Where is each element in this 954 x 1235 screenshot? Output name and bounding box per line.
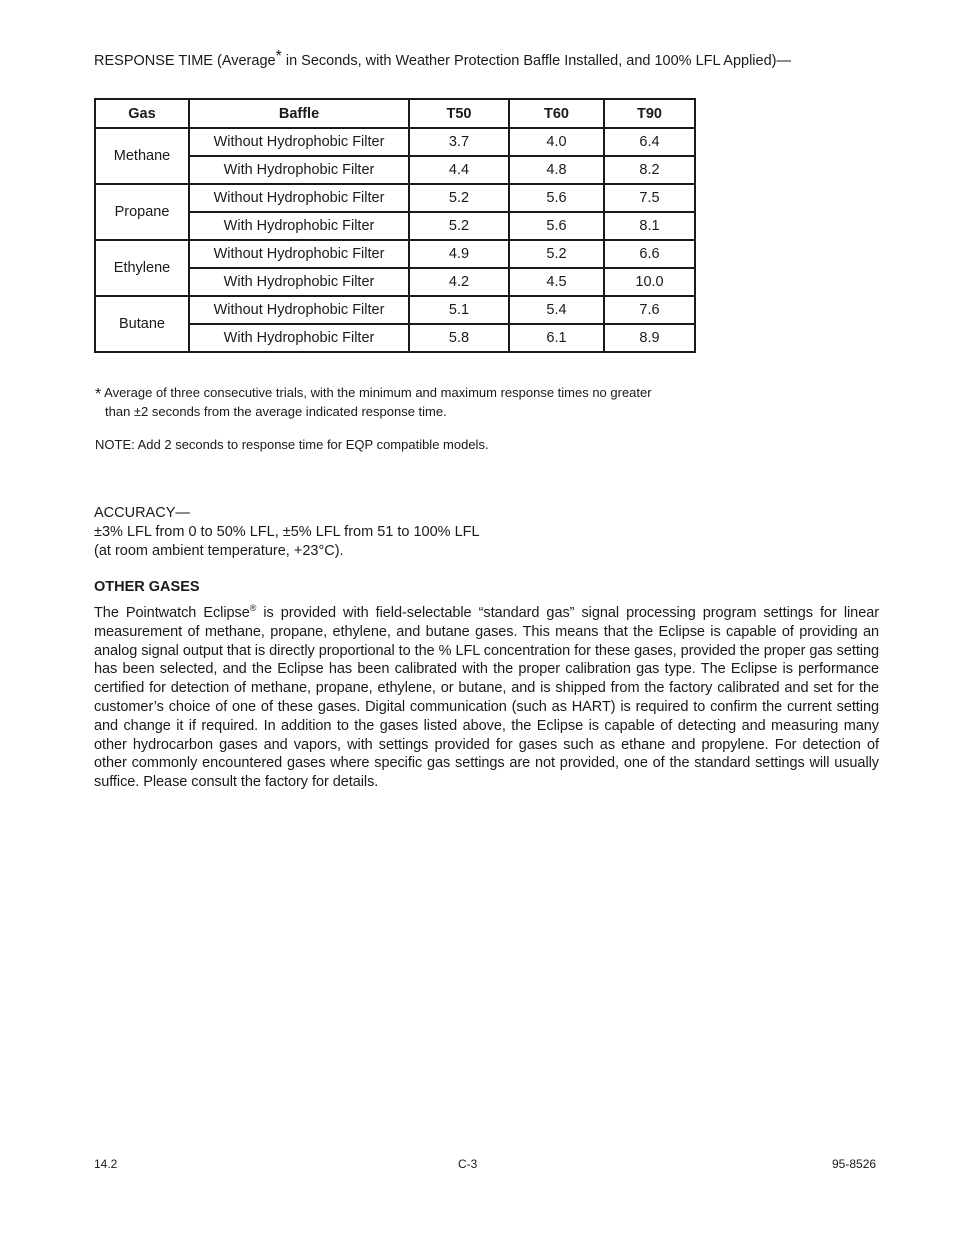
t60-cell: 5.2 — [509, 240, 604, 268]
response-time-heading-suffix: in Seconds, with Weather Protection Baffle Installed, and 100% LFL Applied)— — [281, 53, 791, 69]
baffle-cell: Without Hydrophobic Filter — [189, 240, 409, 268]
t60-cell: 4.5 — [509, 268, 604, 296]
header-t90: T90 — [604, 99, 695, 128]
table-row — [95, 240, 695, 268]
baffle-cell: With Hydrophobic Filter — [189, 156, 409, 184]
eqp-note: NOTE: Add 2 seconds to response time for EQP compatible models. — [95, 437, 489, 452]
t90-cell: 7.5 — [604, 184, 695, 212]
header-t50: T50 — [409, 99, 509, 128]
accuracy-section — [94, 504, 480, 561]
footer-document-number: 95-8526 — [832, 1157, 877, 1171]
t50-cell: 5.8 — [409, 324, 509, 352]
footnote-line-1: Average of three consecutive trials, with the minimum and maximum response times no greater — [104, 385, 652, 400]
table-row — [95, 296, 695, 324]
footer-revision: 14.2 — [94, 1157, 118, 1171]
response-time-heading-prefix: RESPONSE TIME (Average — [94, 53, 276, 69]
t60-cell: 4.0 — [509, 128, 604, 156]
t90-cell: 6.4 — [604, 128, 695, 156]
table-header-row — [95, 99, 695, 128]
table-row — [95, 184, 695, 212]
t60-cell: 5.6 — [509, 212, 604, 240]
t50-cell: 4.2 — [409, 268, 509, 296]
gas-cell: Butane — [95, 296, 189, 352]
header-t60: T60 — [509, 99, 604, 128]
t50-cell: 5.2 — [409, 212, 509, 240]
gas-cell: Methane — [95, 128, 189, 184]
other-gases-paragraph — [94, 604, 879, 792]
paragraph-start: The Pointwatch Eclipse — [94, 605, 250, 621]
paragraph-rest: is provided with field-selectable “standard gas” signal processing program settings for linear measurement of methane, propane, ethylene, and butane gases. This means that the Eclipse is capable of providing an analog signal output that is directly proportional to the % LFL concentration for these gases, provided the proper gas setting has been selected, and the Eclipse has been calibrated with the proper calibration gas type. The Eclipse is performance certified for detection of methane, propane, ethylene, or butane, and is shipped from the factory calibrated and set for the customer’s choice of one of these gases. Digital communication (such as HART) is required to confirm the current setting and change it if required. In addition to the gases listed above, the Eclipse is capable of detecting and measuring many other hydrocarbon gases and vapors, with settings provided for gases such as ethane and propylene. For detection of other commonly encountered gases where specific gas settings are not provided, one of the standard settings will usually suffice. Please consult the factory for details. — [94, 605, 879, 791]
t60-cell: 4.8 — [509, 156, 604, 184]
asterisk-mark: * — [95, 386, 102, 403]
t60-cell: 5.6 — [509, 184, 604, 212]
table-footnote — [95, 384, 715, 420]
header-gas: Gas — [95, 99, 189, 128]
t90-cell: 8.2 — [604, 156, 695, 184]
baffle-cell: Without Hydrophobic Filter — [189, 296, 409, 324]
gas-cell: Ethylene — [95, 240, 189, 296]
t90-cell: 6.6 — [604, 240, 695, 268]
table-row — [95, 128, 695, 156]
registered-mark: ® — [249, 603, 257, 613]
t60-cell: 6.1 — [509, 324, 604, 352]
t50-cell: 4.4 — [409, 156, 509, 184]
header-baffle: Baffle — [189, 99, 409, 128]
accuracy-line-1: ±3% LFL from 0 to 50% LFL, ±5% LFL from 51 to 100% LFL — [94, 524, 480, 540]
t90-cell: 8.9 — [604, 324, 695, 352]
accuracy-title: ACCURACY— — [94, 505, 190, 521]
t90-cell: 8.1 — [604, 212, 695, 240]
t50-cell: 5.2 — [409, 184, 509, 212]
response-time-table — [94, 98, 696, 353]
t90-cell: 10.0 — [604, 268, 695, 296]
t90-cell: 7.6 — [604, 296, 695, 324]
asterisk-mark: * — [275, 48, 282, 65]
response-time-heading — [94, 48, 791, 69]
other-gases-title: OTHER GASES — [94, 579, 200, 595]
t50-cell: 4.9 — [409, 240, 509, 268]
t60-cell: 5.4 — [509, 296, 604, 324]
t50-cell: 3.7 — [409, 128, 509, 156]
baffle-cell: With Hydrophobic Filter — [189, 268, 409, 296]
baffle-cell: Without Hydrophobic Filter — [189, 128, 409, 156]
footer-page-number: C-3 — [458, 1157, 478, 1171]
accuracy-line-2: (at room ambient temperature, +23°C). — [94, 543, 344, 559]
baffle-cell: With Hydrophobic Filter — [189, 324, 409, 352]
gas-cell: Propane — [95, 184, 189, 240]
t50-cell: 5.1 — [409, 296, 509, 324]
baffle-cell: Without Hydrophobic Filter — [189, 184, 409, 212]
baffle-cell: With Hydrophobic Filter — [189, 212, 409, 240]
footnote-line-2: than ±2 seconds from the average indicated response time. — [105, 404, 447, 419]
